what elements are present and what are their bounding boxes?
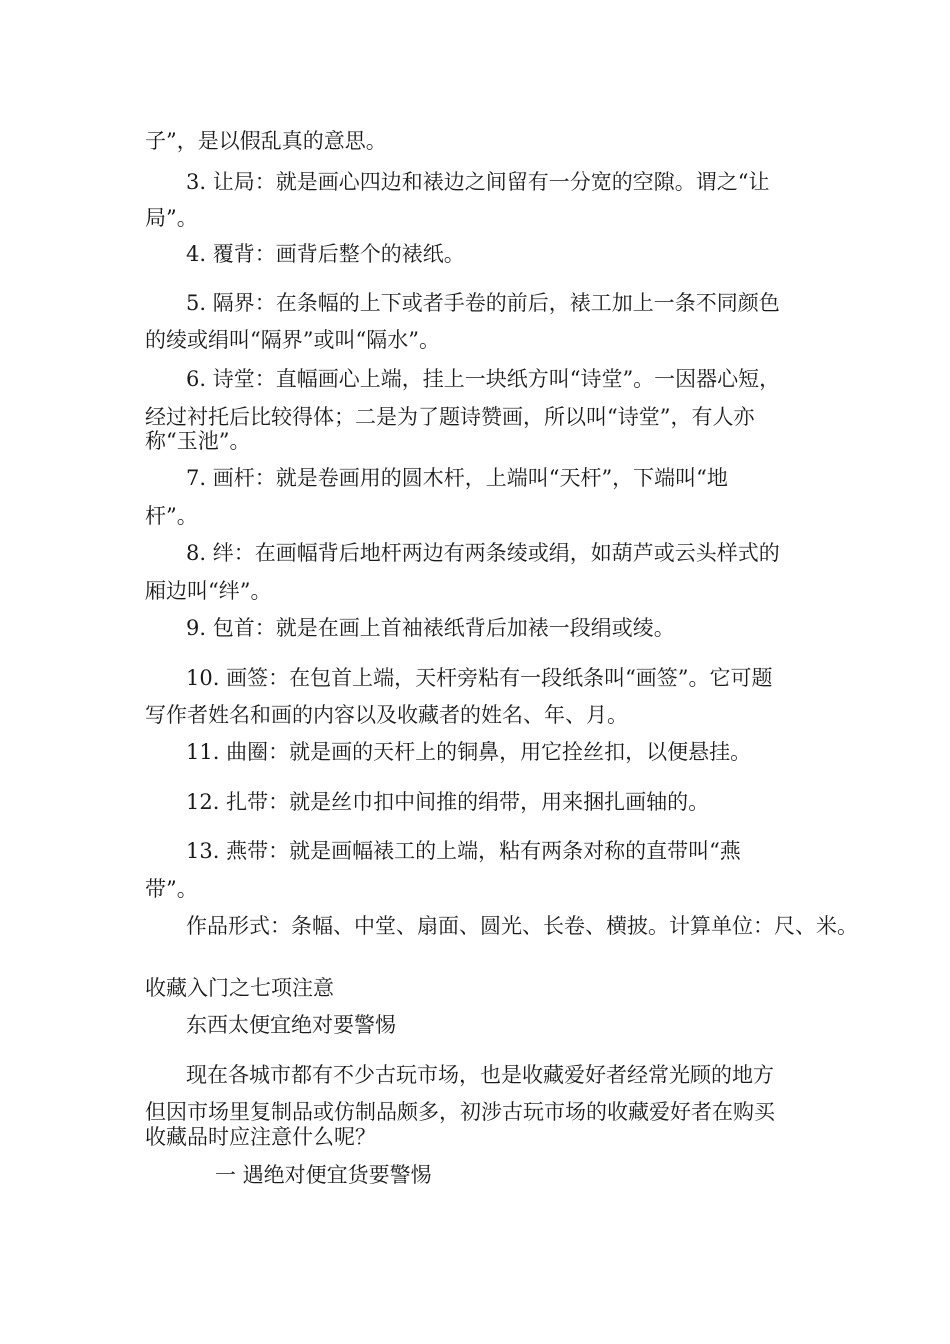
text-line: 带”。 — [145, 877, 198, 901]
text-line: 杆”。 — [145, 504, 198, 528]
text-line: 11. 曲圈：就是画的天杆上的铜鼻，用它拴丝扣，以便悬挂。 — [186, 740, 752, 764]
text-line: 厢边叫“绊”。 — [145, 579, 272, 603]
text-line: 8. 绊：在画幅背后地杆两边有两条绫或绢，如葫芦或云头样式的 — [186, 541, 780, 565]
text-line: 5. 隔界：在条幅的上下或者手卷的前后，裱工加上一条不同颜色 — [186, 291, 780, 315]
section-heading: 收藏入门之七项注意 — [145, 976, 334, 1000]
text-line: 4. 覆背：画背后整个的裱纸。 — [186, 242, 465, 266]
text-line: 现在各城市都有不少古玩市场，也是收藏爱好者经常光顾的地方 — [186, 1063, 774, 1087]
text-line: 写作者姓名和画的内容以及收藏者的姓名、年、月。 — [145, 703, 628, 727]
text-line: 子”，是以假乱真的意思。 — [145, 129, 387, 153]
text-line: 13. 燕带：就是画幅裱工的上端，粘有两条对称的直带叫“燕 — [186, 839, 741, 863]
list-heading: 一 遇绝对便宜货要警惕 — [215, 1163, 432, 1187]
sub-heading: 东西太便宜绝对要警惕 — [186, 1013, 396, 1037]
text-line: 称“玉池”。 — [145, 429, 251, 453]
text-line: 10. 画签：在包首上端，天杆旁粘有一段纸条叫“画签”。它可题 — [186, 666, 773, 690]
text-line: 但因市场里复制品或仿制品颇多，初涉古玩市场的收藏爱好者在购买 — [145, 1100, 775, 1124]
text-line: 6. 诗堂：直幅画心上端，挂上一块纸方叫“诗堂”。一因器心短， — [186, 367, 781, 391]
text-line: 的绫或绢叫“隔界”或叫“隔水”。 — [145, 328, 440, 352]
text-line: 经过衬托后比较得体；二是为了题诗赞画，所以叫“诗堂”，有人亦 — [145, 405, 755, 429]
text-line: 12. 扎带：就是丝巾扣中间推的绢带，用来捆扎画轴的。 — [186, 790, 710, 814]
text-line: 3. 让局：就是画心四边和裱边之间留有一分宽的空隙。谓之“让 — [186, 170, 770, 194]
text-line: 作品形式：条幅、中堂、扇面、圆光、长卷、横披。计算单位：尺、米。 — [186, 914, 858, 938]
text-line: 收藏品时应注意什么呢？ — [145, 1125, 376, 1149]
text-line: 9. 包首：就是在画上首袖裱纸背后加裱一段绢或绫。 — [186, 616, 675, 640]
text-line: 局”。 — [145, 206, 198, 230]
text-line: 7. 画杆：就是卷画用的圆木杆，上端叫“天杆”，下端叫“地 — [186, 466, 728, 490]
